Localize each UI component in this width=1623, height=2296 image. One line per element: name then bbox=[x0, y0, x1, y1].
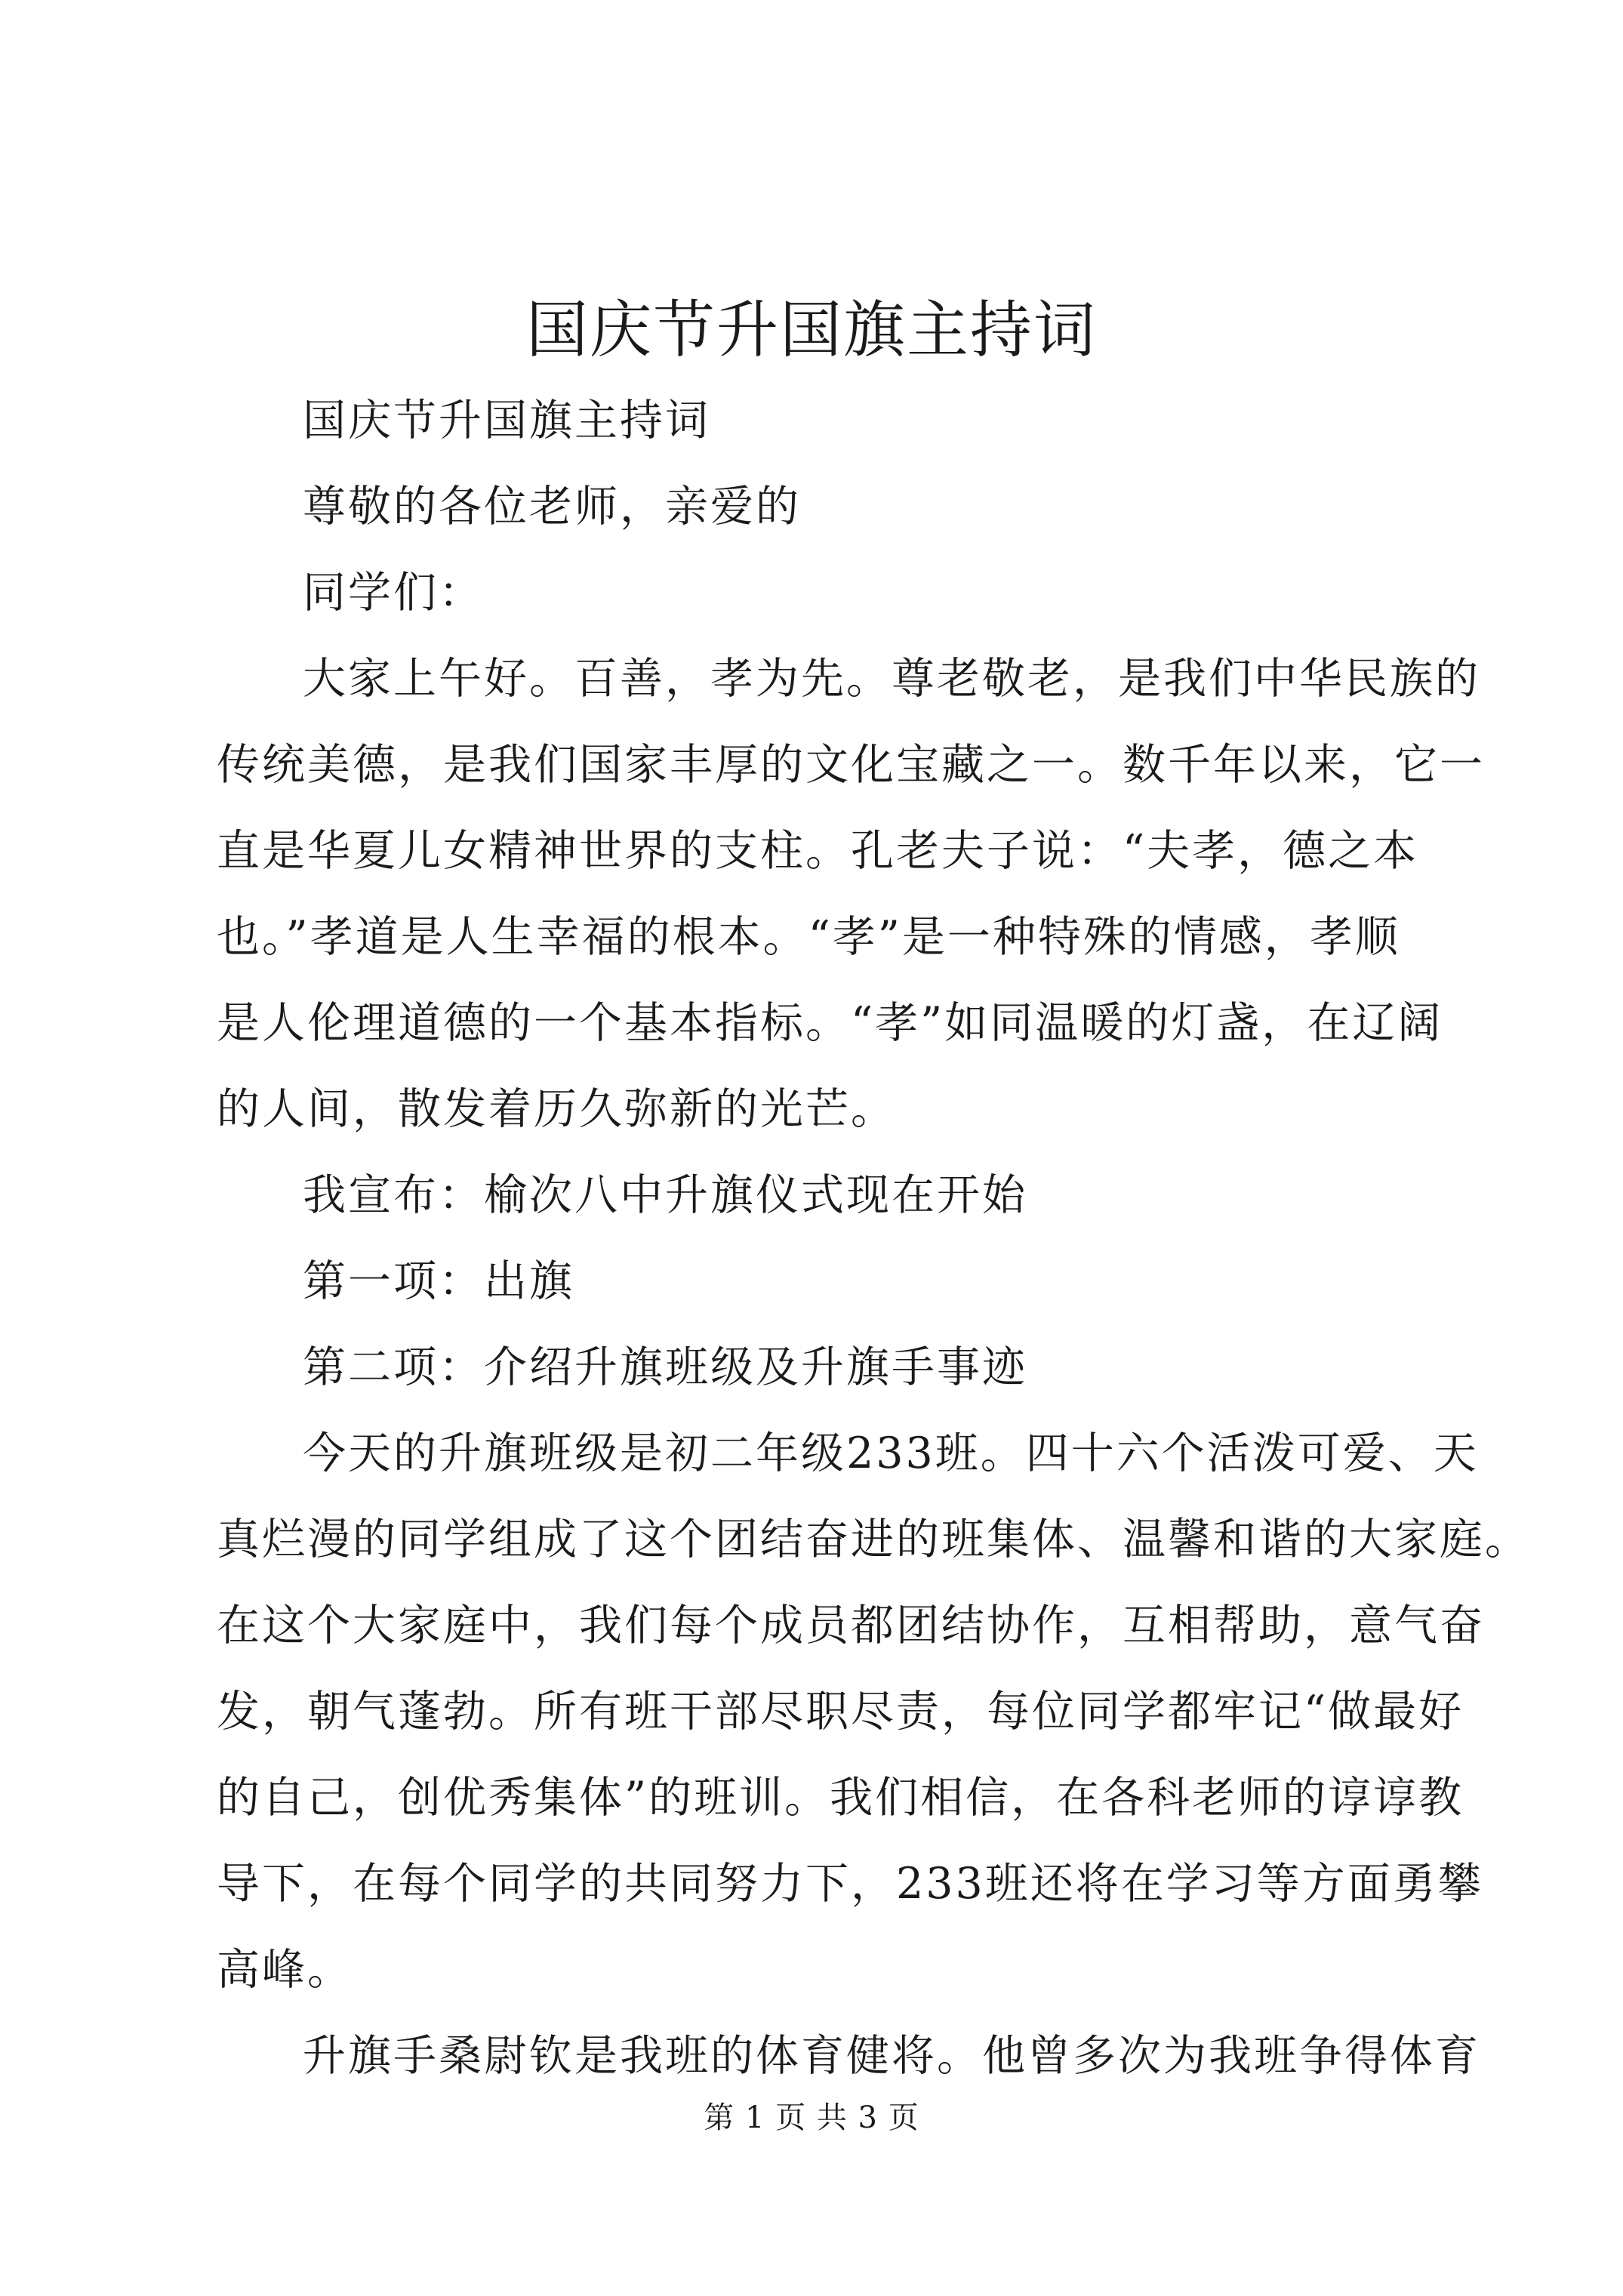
body-text-line: 真烂漫的同学组成了这个团结奋进的班集体、温馨和谐的大家庭。 bbox=[217, 1515, 1530, 1564]
body-text-line: 第二项：介绍升旗班级及升旗手事迹 bbox=[303, 1342, 1027, 1392]
body-text-line: 国庆节升国旗主持词 bbox=[303, 396, 710, 445]
page-footer: 第 1 页 共 3 页 bbox=[704, 2100, 919, 2135]
body-text-line: 也。”孝道是人生幸福的根本。“孝”是一种特殊的情感，孝顺 bbox=[217, 912, 1400, 962]
body-text-line: 传统美德，是我们国家丰厚的文化宝藏之一。数千年以来，它一 bbox=[217, 740, 1485, 790]
body-text-line: 第一项：出旗 bbox=[303, 1256, 574, 1306]
body-text-line: 尊敬的各位老师，亲爱的 bbox=[303, 482, 801, 532]
body-text-line: 我宣布：榆次八中升旗仪式现在开始 bbox=[303, 1170, 1027, 1220]
body-text-line: 导下，在每个同学的共同努力下，233班还将在学习等方面勇攀 bbox=[217, 1859, 1483, 1909]
body-text-line: 大家上午好。百善，孝为先。尊老敬老，是我们中华民族的 bbox=[303, 654, 1480, 704]
body-text-line: 的自己，创优秀集体”的班训。我们相信，在各科老师的谆谆教 bbox=[217, 1773, 1464, 1823]
document-body bbox=[217, 378, 1530, 2099]
body-text-line: 的人间，散发着历久弥新的光芒。 bbox=[217, 1084, 896, 1134]
body-text-line: 升旗手桑尉钦是我班的体育健将。他曾多次为我班争得体育 bbox=[303, 2031, 1480, 2081]
body-text-line: 在这个大家庭中，我们每个成员都团结协作，互相帮助，意气奋 bbox=[217, 1601, 1485, 1650]
body-text-line: 同学们： bbox=[303, 568, 484, 618]
document-title: 国庆节升国旗主持词 bbox=[525, 294, 1097, 366]
body-text-line: 发，朝气蓬勃。所有班干部尽职尽责，每位同学都牢记“做最好 bbox=[217, 1687, 1464, 1737]
body-text-line: 今天的升旗班级是初二年级233班。四十六个活泼可爱、天 bbox=[303, 1428, 1479, 1478]
body-text-line: 是人伦理道德的一个基本指标。“孝”如同温暖的灯盏，在辽阔 bbox=[217, 998, 1443, 1048]
body-text-line: 直是华夏儿女精神世界的支柱。孔老夫子说：“夫孝，德之本 bbox=[217, 826, 1419, 876]
body-text-line: 高峰。 bbox=[217, 1945, 353, 1995]
